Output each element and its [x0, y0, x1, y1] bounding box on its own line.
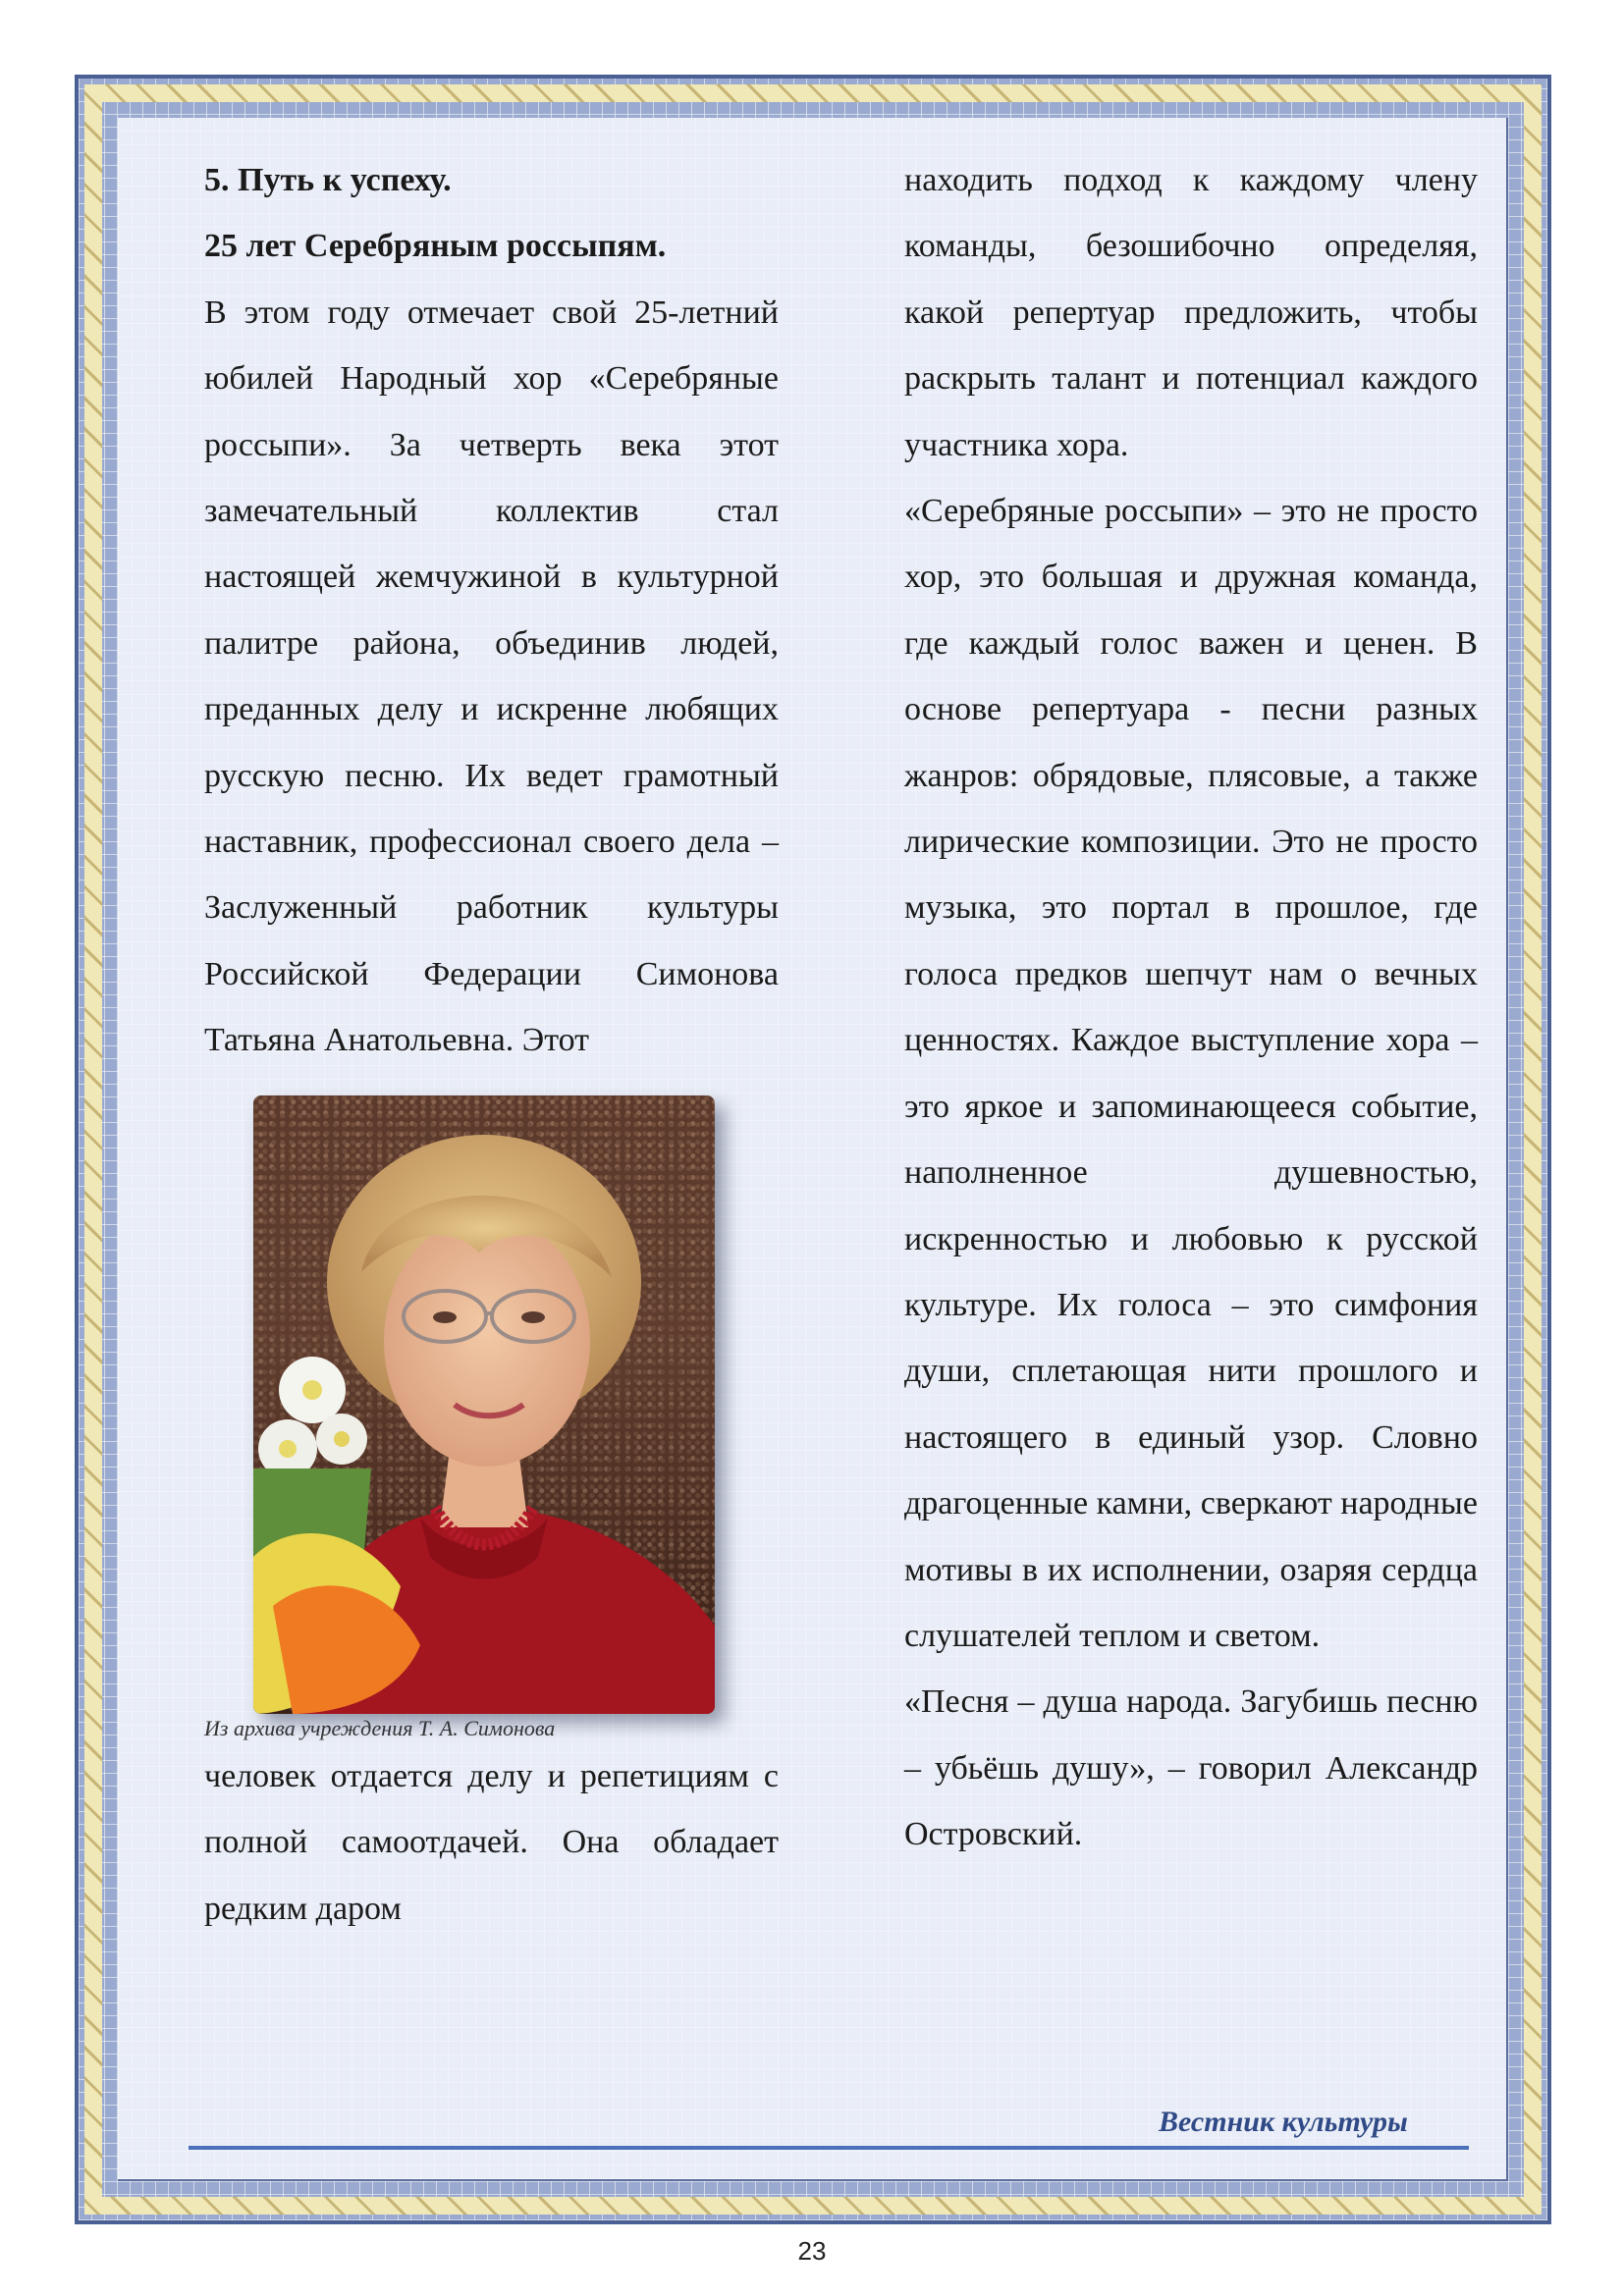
publication-title: Вестник культуры: [1159, 2106, 1408, 2138]
article-subheading: 25 лет Серебряным россыпям.: [204, 228, 667, 265]
photo-caption: Из архива учреждения Т. А. Симонова: [204, 1715, 556, 1740]
right-paragraph-3: «Песня – душа народа. Загубишь песню – убьёшь душу», – говорил Александр Островский.: [904, 1683, 1478, 1853]
portrait-photo: [253, 1095, 715, 1714]
right-column: [904, 147, 1478, 1868]
right-paragraph-2: «Серебряные россыпи» – это не просто хор, это большая и дружная команда, где каждый голос важен и ценен. В основе репертуара - песни разных жанров: обрядовые, плясовые, а также лирические композиции. Это не просто музыка, это портал в прошлое, где голоса предков шепчут нам о вечных ценностях. Каждое выступление хора – это яркое и запоминающееся событие, наполненное душевностью, искренностью и любовью к русской культуре. Их голоса – это симфония души, сплетающая нити прошлого и настоящего в единый узор. Словно драгоценные камни, сверкают народные мотивы в их исполнении, озаряя сердца слушателей теплом и светом.: [904, 493, 1478, 1654]
left-paragraph-1: В этом году отмечает свой 25-летний юбилей Народный хор «Серебряные россыпи». За четверть века этот замечательный коллектив стал настоящей жемчужиной в культурной палитре района, объединив людей, преданных делу и искренне любящих русскую песню. Их ведет грамотный наставник, профессионал своего дела – Заслуженный работник культуры Российской Федерации Симонова Татьяна Анатольевна. Этот: [204, 294, 779, 1059]
article-heading: 5. Путь к успеху.: [204, 162, 452, 198]
right-paragraph-1: находить подход к каждому члену команды, безошибочно определяя, какой репертуар предложить, чтобы раскрыть талант и потенциал каждого участника хора.: [904, 162, 1478, 463]
left-column: [204, 147, 779, 1942]
left-paragraph-2: человек отдается делу и репетициям с полной самоотдачей. Она обладает редким даром: [204, 1757, 779, 1927]
footer-divider: [189, 2146, 1469, 2150]
portrait-illustration: [253, 1095, 715, 1714]
page-number: 23: [797, 2236, 827, 2266]
